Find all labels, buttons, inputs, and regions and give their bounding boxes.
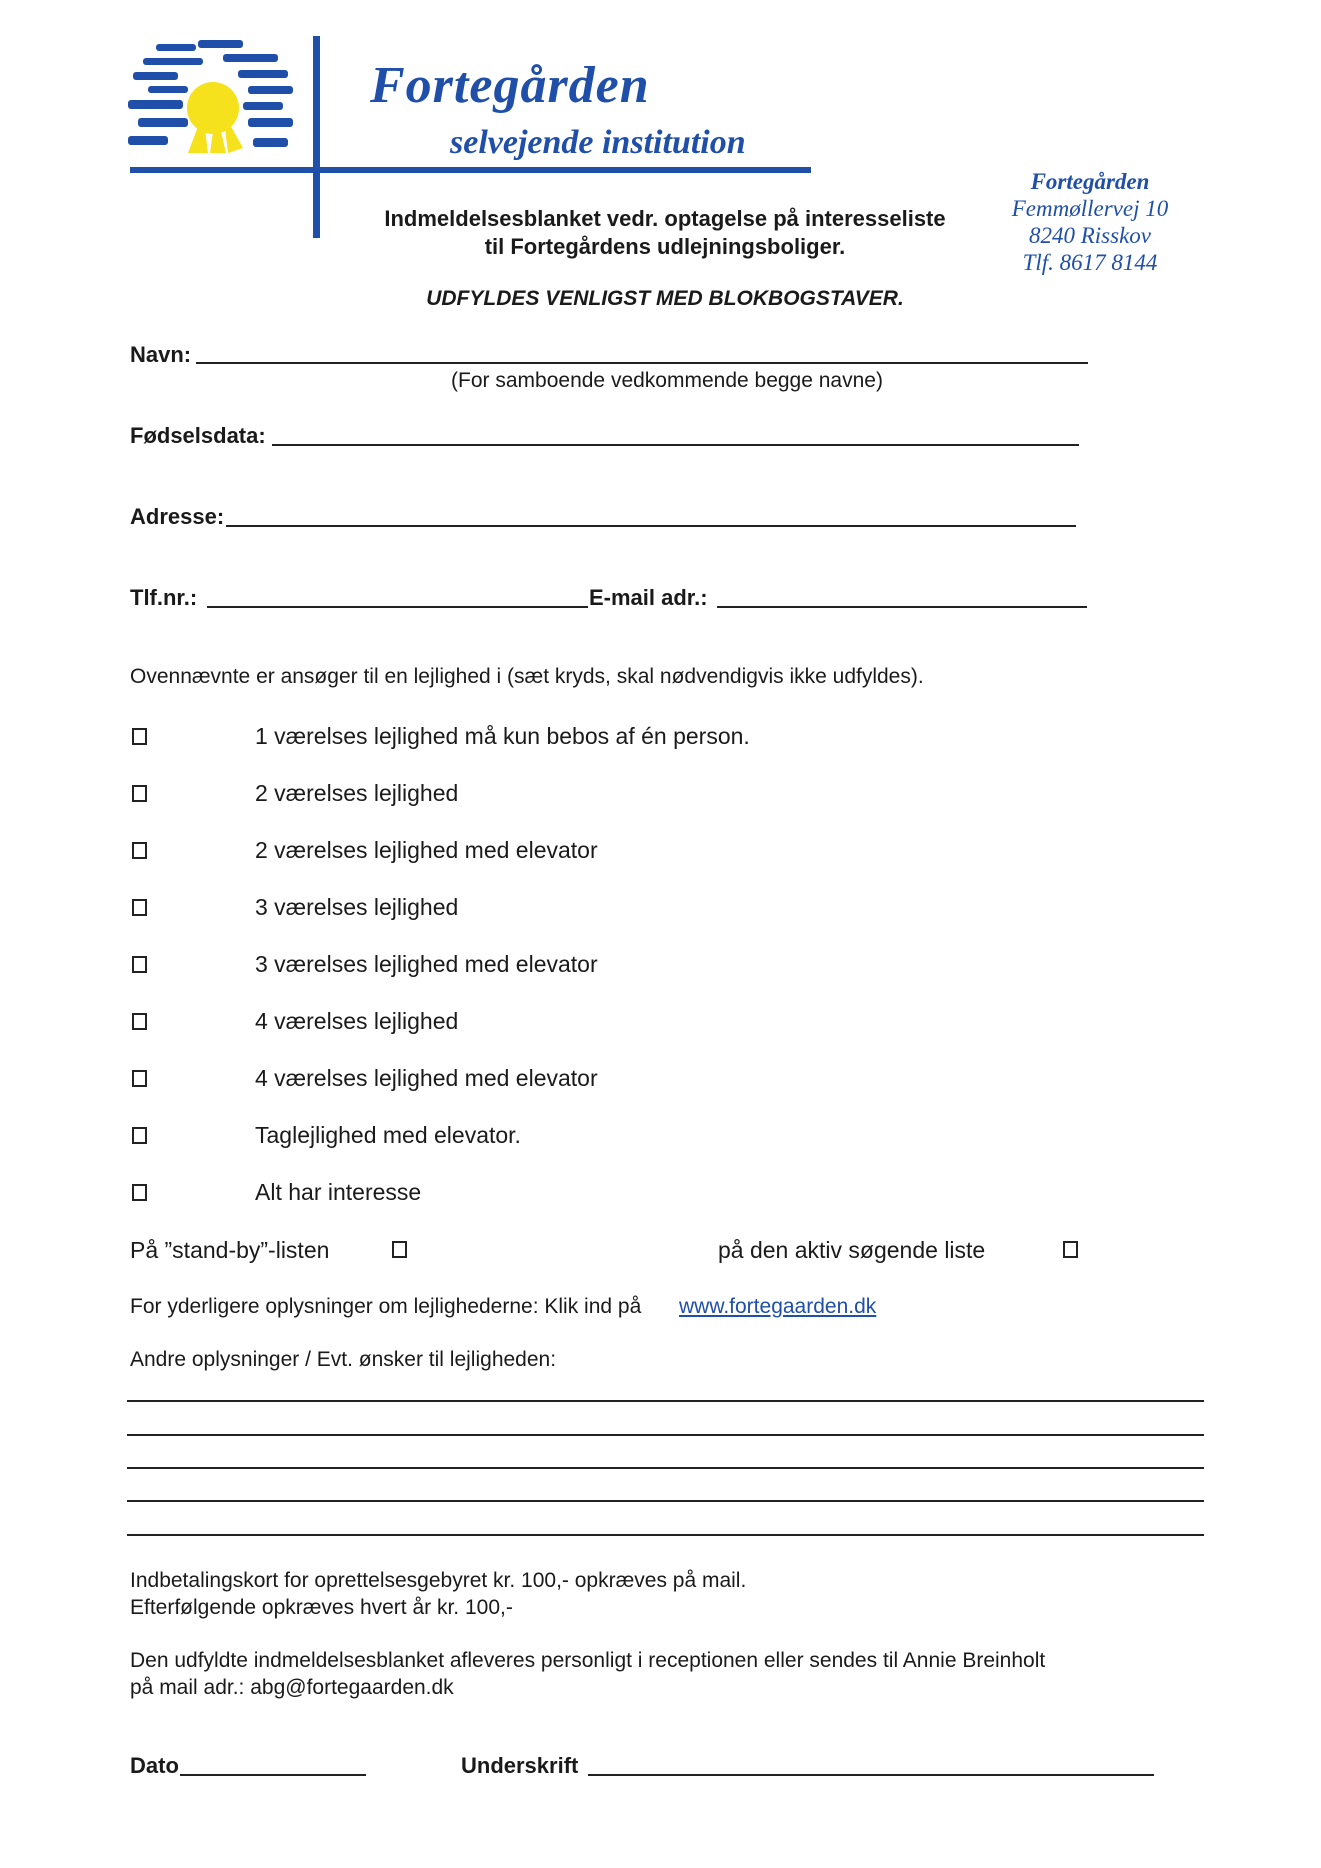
standby-label: På ”stand-by”-listen bbox=[130, 1237, 330, 1263]
option-checkbox-1[interactable] bbox=[132, 728, 147, 745]
phone-label: Tlf.nr.: bbox=[130, 585, 198, 610]
option-checkbox-7[interactable] bbox=[132, 1070, 147, 1087]
logo-sun-icon bbox=[187, 82, 243, 153]
name-field[interactable] bbox=[196, 362, 1088, 364]
option-label-6: 4 værelses lejlighed bbox=[255, 1008, 459, 1034]
logo-vertical-bar bbox=[313, 36, 320, 238]
standby-checkbox[interactable] bbox=[392, 1241, 407, 1258]
logo-horizontal-bar bbox=[130, 167, 811, 173]
other-info-line-5[interactable] bbox=[127, 1534, 1204, 1536]
address-label: Adresse: bbox=[130, 504, 225, 529]
birth-field[interactable] bbox=[272, 444, 1079, 446]
other-info-line-4[interactable] bbox=[127, 1500, 1204, 1502]
caps-instruction: UDFYLDES VENLIGST MED BLOKBOGSTAVER. bbox=[426, 287, 904, 310]
active-label: på den aktiv søgende liste bbox=[718, 1237, 986, 1263]
brand-subtitle: selvejende institution bbox=[450, 124, 746, 161]
brand-name: Fortegården bbox=[370, 57, 650, 114]
option-label-2: 2 værelses lejlighed bbox=[255, 780, 459, 806]
delivery-info bbox=[130, 1647, 1045, 1701]
intro-line-1: Indmeldelsesblanket vedr. optagelse på interesseliste bbox=[384, 206, 946, 231]
option-checkbox-8[interactable] bbox=[132, 1127, 147, 1144]
date-label: Dato bbox=[130, 1753, 179, 1778]
address-city: 8240 Risskov bbox=[1028, 223, 1151, 248]
signature-field[interactable] bbox=[588, 1774, 1154, 1776]
birth-label: Fødselsdata: bbox=[130, 423, 266, 448]
other-info-line-2[interactable] bbox=[127, 1434, 1204, 1436]
address-block bbox=[990, 168, 1190, 276]
name-note: (For samboende vedkommende begge navne) bbox=[451, 369, 883, 392]
option-checkbox-3[interactable] bbox=[132, 842, 147, 859]
option-label-1: 1 værelses lejlighed må kun bebos af én person. bbox=[255, 723, 750, 749]
option-label-5: 3 værelses lejlighed med elevator bbox=[255, 951, 598, 977]
website-link[interactable]: www.fortegaarden.dk bbox=[679, 1295, 877, 1318]
option-label-4: 3 værelses lejlighed bbox=[255, 894, 459, 920]
address-street: Femmøllervej 10 bbox=[1011, 196, 1169, 221]
option-label-8: Taglejlighed med elevator. bbox=[255, 1122, 521, 1148]
delivery-line-2: på mail adr.: abg@fortegaarden.dk bbox=[130, 1676, 454, 1699]
more-info-text: For yderligere oplysninger om lejlighederne: Klik ind på bbox=[130, 1295, 642, 1318]
other-info-label: Andre oplysninger / Evt. ønsker til lejligheden: bbox=[130, 1348, 557, 1371]
address-name: Fortegården bbox=[1030, 169, 1150, 194]
option-checkbox-9[interactable] bbox=[132, 1184, 147, 1201]
address-field[interactable] bbox=[226, 525, 1076, 527]
name-label: Navn: bbox=[130, 342, 192, 367]
form-intro bbox=[355, 205, 975, 261]
fee-line-1: Indbetalingskort for oprettelsesgebyret kr. 100,- opkræves på mail. bbox=[130, 1569, 747, 1592]
fee-info bbox=[130, 1567, 746, 1621]
fee-line-2: Efterfølgende opkræves hvert år kr. 100,- bbox=[130, 1596, 513, 1619]
address-phone: Tlf. 8617 8144 bbox=[1022, 250, 1158, 275]
option-label-9: Alt har interesse bbox=[255, 1179, 422, 1205]
options-intro: Ovennævnte er ansøger til en lejlighed i (sæt kryds, skal nødvendigvis ikke udfyldes). bbox=[130, 665, 924, 688]
phone-field[interactable] bbox=[207, 606, 588, 608]
date-field[interactable] bbox=[180, 1774, 366, 1776]
option-checkbox-2[interactable] bbox=[132, 785, 147, 802]
signature-label: Underskrift bbox=[461, 1753, 579, 1778]
intro-line-2: til Fortegårdens udlejningsboliger. bbox=[484, 234, 846, 259]
other-info-line-3[interactable] bbox=[127, 1467, 1204, 1469]
option-checkbox-6[interactable] bbox=[132, 1013, 147, 1030]
delivery-line-1: Den udfyldte indmeldelsesblanket afleveres personligt i receptionen eller sendes til Annie Breinholt bbox=[130, 1649, 1046, 1672]
email-field[interactable] bbox=[717, 606, 1087, 608]
option-label-7: 4 værelses lejlighed med elevator bbox=[255, 1065, 598, 1091]
option-label-3: 2 værelses lejlighed med elevator bbox=[255, 837, 598, 863]
fortegaarden-logo bbox=[128, 38, 298, 158]
option-checkbox-4[interactable] bbox=[132, 899, 147, 916]
option-checkbox-5[interactable] bbox=[132, 956, 147, 973]
email-label: E-mail adr.: bbox=[589, 585, 708, 610]
active-checkbox[interactable] bbox=[1063, 1241, 1078, 1258]
other-info-line-1[interactable] bbox=[127, 1400, 1204, 1402]
